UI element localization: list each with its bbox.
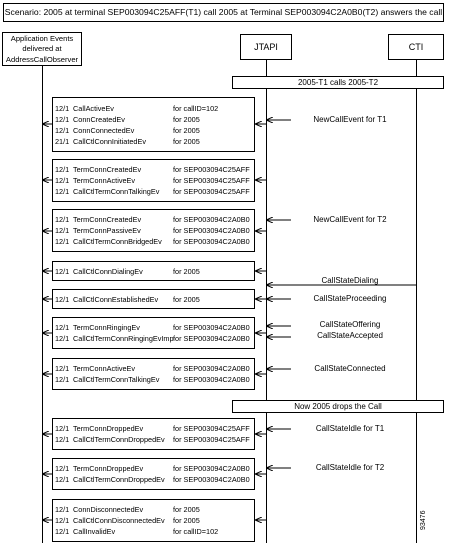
event-name: CallCtlConnInitiatedEv (73, 137, 147, 146)
cti-event-label: CallStateIdle for T2 (315, 463, 385, 472)
event-time: 12/1 (55, 215, 70, 224)
event-target: for SEP003094C2A0B0 (173, 334, 250, 343)
event-time: 12/1 (55, 226, 70, 235)
event-name: TermConnCreatedEv (73, 165, 142, 174)
event-time: 12/1 (55, 516, 70, 525)
event-name: CallActiveEv (73, 104, 114, 113)
cti-event-label: CallStateOffering (319, 320, 381, 329)
event-time: 12/1 (55, 424, 70, 433)
event-time: 12/1 (55, 464, 70, 473)
event-name: CallCtlTermConnDroppedEv (73, 435, 165, 444)
event-time: 12/1 (55, 435, 70, 444)
event-name: CallCtlTermConnDroppedEv (73, 475, 165, 484)
scenario-banner: Scenario: 2005 at terminal SEP003094C25AFF(T1) call 2005 at Terminal SEP003094C2A0B0(T2) answers the call (3, 3, 444, 22)
event-target: for 2005 (173, 115, 200, 124)
event-time: 12/1 (55, 187, 70, 196)
event-name: CallCtlTermConnRingingEvImp (73, 334, 174, 343)
section-label-call: 2005-T1 calls 2005-T2 (232, 76, 444, 89)
event-name: TermConnActiveEv (73, 176, 136, 185)
cti-event-label: CallStateConnected (314, 364, 386, 373)
event-target: for SEP003094C2A0B0 (173, 323, 250, 332)
event-target: for SEP003094C2A0B0 (173, 464, 250, 473)
event-name: CallCtlTermConnTalkingEv (73, 375, 160, 384)
cti-event-label: NewCallEvent for T1 (313, 115, 387, 124)
event-name: CallCtlTermConnTalkingEv (73, 187, 160, 196)
event-time: 12/1 (55, 104, 70, 113)
event-time: 12/1 (55, 267, 70, 276)
event-time: 12/1 (55, 126, 70, 135)
event-name: TermConnPassiveEv (73, 226, 141, 235)
event-target: for SEP003094C25AFF (173, 165, 250, 174)
event-time: 12/1 (55, 295, 70, 304)
event-name: TermConnActiveEv (73, 364, 136, 373)
event-time: 21/1 (55, 137, 70, 146)
event-time: 12/1 (55, 115, 70, 124)
event-name: CallCtlTermConnBridgedEv (73, 237, 162, 246)
event-name: ConnConnectedEv (73, 126, 135, 135)
event-target: for 2005 (173, 505, 200, 514)
event-target: for 2005 (173, 267, 200, 276)
event-target: for SEP003094C2A0B0 (173, 364, 250, 373)
app-column-header: Application Events delivered at AddressCallObserver (2, 32, 82, 66)
event-name: ConnDisconnectedEv (73, 505, 144, 514)
event-target: for SEP003094C2A0B0 (173, 375, 250, 384)
cti-event-label: CallStateDialing (321, 276, 379, 285)
event-time: 12/1 (55, 505, 70, 514)
event-time: 12/1 (55, 364, 70, 373)
event-time: 12/1 (55, 475, 70, 484)
cti-event-label: NewCallEvent for T2 (313, 215, 387, 224)
event-time: 12/1 (55, 375, 70, 384)
event-time: 12/1 (55, 165, 70, 174)
cti-event-label: CallStateIdle for T1 (315, 424, 385, 433)
event-target: for SEP003094C2A0B0 (173, 237, 250, 246)
event-name: CallCtlConnDisconnectedEv (73, 516, 165, 525)
event-target: for callID=102 (173, 527, 219, 536)
event-name: TermConnCreatedEv (73, 215, 142, 224)
event-name: TermConnDroppedEv (73, 464, 144, 473)
event-target: for 2005 (173, 516, 200, 525)
event-time: 12/1 (55, 334, 70, 343)
event-time: 12/1 (55, 323, 70, 332)
event-target: for 2005 (173, 295, 200, 304)
event-name: CallCtlConnEstablishedEv (73, 295, 159, 304)
event-name: TermConnRingingEv (73, 323, 140, 332)
figure-number: 93476 (420, 510, 427, 530)
event-time: 12/1 (55, 237, 70, 246)
event-target: for SEP003094C2A0B0 (173, 215, 250, 224)
event-name: ConnCreatedEv (73, 115, 125, 124)
event-name: CallCtlConnDialingEv (73, 267, 143, 276)
jtapi-column-header: JTAPI (240, 34, 292, 60)
event-name: CallInvalidEv (73, 527, 116, 536)
cti-event-label: CallStateAccepted (317, 331, 383, 340)
event-target: for SEP003094C25AFF (173, 424, 250, 433)
event-target: for SEP003094C2A0B0 (173, 226, 250, 235)
event-target: for SEP003094C25AFF (173, 187, 250, 196)
event-target: for 2005 (173, 126, 200, 135)
event-target: for callID=102 (173, 104, 219, 113)
event-target: for SEP003094C25AFF (173, 176, 250, 185)
cti-column-header: CTI (388, 34, 444, 60)
cti-event-label: CallStateProceeding (313, 294, 387, 303)
event-target: for SEP003094C2A0B0 (173, 475, 250, 484)
section-label-drop: Now 2005 drops the Call (232, 400, 444, 413)
event-name: TermConnDroppedEv (73, 424, 144, 433)
event-time: 12/1 (55, 527, 70, 536)
event-target: for SEP003094C25AFF (173, 435, 250, 444)
event-time: 12/1 (55, 176, 70, 185)
event-target: for 2005 (173, 137, 200, 146)
